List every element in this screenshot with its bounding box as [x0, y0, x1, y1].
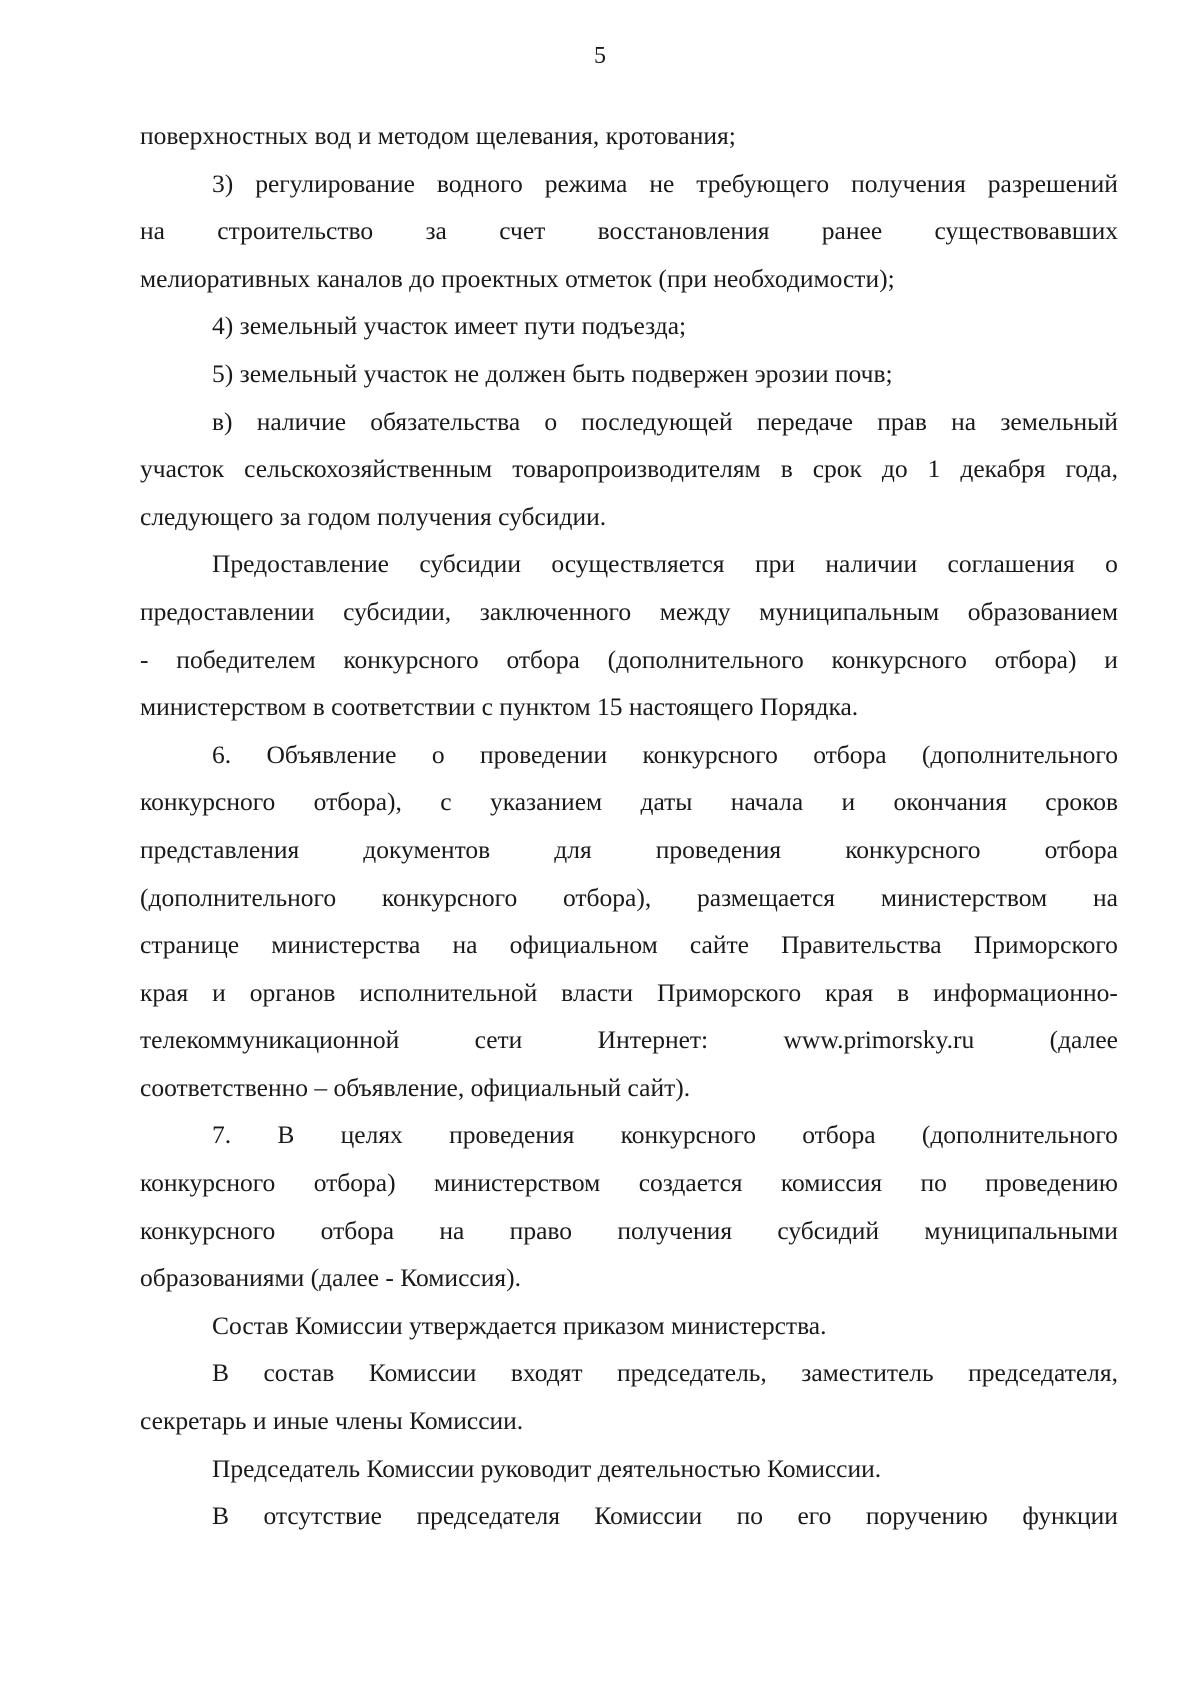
- word: земельный: [1000, 406, 1118, 436]
- word: его: [797, 1501, 832, 1531]
- word: отбора),: [313, 787, 402, 817]
- word: конкурсного: [831, 644, 967, 674]
- word: предоставлении: [140, 596, 315, 626]
- word: телекоммуникационной: [140, 1025, 400, 1055]
- word: председателя: [416, 1501, 560, 1531]
- word: Комиссии: [368, 1358, 477, 1388]
- word: наличии: [825, 549, 918, 579]
- word: окончания: [893, 787, 1007, 817]
- text-line: [140, 1111, 1118, 1159]
- text-line: [140, 874, 1118, 922]
- text-line: [140, 731, 1118, 779]
- word: заместитель: [801, 1358, 934, 1388]
- word: последующей: [581, 406, 733, 436]
- word: года,: [1065, 454, 1118, 484]
- word: министерством: [433, 1168, 601, 1198]
- word: официальном: [509, 930, 658, 960]
- text-line: следующего за годом получения субсидии.: [140, 501, 607, 531]
- text-line: Состав Комиссии утверждается приказом министерства.: [212, 1310, 827, 1340]
- word: сайте: [689, 930, 749, 960]
- word: отсутствие: [263, 1501, 382, 1531]
- document-body: [140, 112, 1118, 1540]
- word: о: [544, 406, 558, 436]
- text-line: 5) земельный участок не должен быть подвержен эрозии почв;: [212, 358, 893, 388]
- word: сети: [474, 1025, 523, 1055]
- word: отбора),: [563, 882, 652, 912]
- word: на: [951, 406, 977, 436]
- text-line: [140, 778, 1118, 826]
- word: конкурсного: [140, 1215, 276, 1245]
- word: (дополнительного: [921, 1120, 1118, 1150]
- word: субсидии: [419, 549, 521, 579]
- text-line: [140, 636, 1118, 684]
- word: соглашения: [947, 549, 1075, 579]
- word: конкурсного: [845, 834, 981, 864]
- word: конкурсного: [620, 1120, 756, 1150]
- word: комиссия: [780, 1168, 883, 1198]
- word: конкурсного: [381, 882, 518, 912]
- word: В: [212, 1501, 230, 1531]
- word: Приморского: [973, 930, 1118, 960]
- word: края: [825, 977, 874, 1007]
- word: на: [439, 1215, 465, 1245]
- word: отбора: [802, 1120, 876, 1150]
- word: отбора): [313, 1168, 396, 1198]
- text-line: соответственно – объявление, официальный сайт).: [140, 1072, 691, 1102]
- word: с: [440, 787, 452, 817]
- text-line: [140, 826, 1118, 874]
- word: Правительства: [781, 930, 942, 960]
- word: 7.: [212, 1120, 232, 1150]
- word: в: [780, 454, 793, 484]
- word: существовавших: [934, 216, 1118, 246]
- word: размещается: [697, 882, 836, 912]
- word: до: [881, 454, 908, 484]
- word: целях: [340, 1120, 403, 1150]
- text-line: [140, 398, 1118, 446]
- word: ранее: [821, 216, 883, 246]
- word: отбора: [320, 1215, 395, 1245]
- text-line: 4) земельный участок имеет пути подъезда;: [212, 311, 687, 341]
- text-line: [140, 540, 1118, 588]
- word: осуществляется: [551, 549, 725, 579]
- word: края: [140, 977, 189, 1007]
- word: по: [736, 1501, 763, 1531]
- word: проведения: [655, 834, 782, 864]
- word: (дополнительного: [607, 644, 804, 674]
- word: проведении: [479, 739, 608, 769]
- text-line: [140, 160, 1118, 208]
- word: -: [140, 644, 149, 674]
- word: не: [649, 168, 675, 198]
- text-line: [140, 1207, 1118, 1255]
- word: образованием: [967, 596, 1118, 626]
- word: создается: [638, 1168, 743, 1198]
- text-line: [140, 969, 1118, 1017]
- word: за: [425, 216, 447, 246]
- text-line: [140, 445, 1118, 493]
- word: конкурсного: [343, 644, 479, 674]
- word: сельскохозяйственным: [244, 454, 493, 484]
- word: власти: [561, 977, 634, 1007]
- word: на: [1092, 882, 1118, 912]
- text-line: поверхностных вод и методом щелевания, кротования;: [140, 121, 736, 150]
- word: В: [277, 1120, 295, 1150]
- text-line: [140, 1492, 1118, 1540]
- word: муниципальными: [924, 1215, 1118, 1245]
- text-line: секретарь и иные члены Комиссии.: [140, 1406, 524, 1436]
- word: и: [841, 787, 856, 817]
- word: требующего: [696, 168, 830, 198]
- word: восстановления: [597, 216, 770, 246]
- word: состав: [263, 1358, 335, 1388]
- word: победителем: [176, 644, 316, 674]
- word: регулирование: [255, 168, 415, 198]
- word: на: [140, 216, 165, 246]
- word: информационно-: [933, 977, 1118, 1007]
- word: товаропроизводителям: [512, 454, 761, 484]
- word: Приморского: [656, 977, 802, 1007]
- word: отбора: [506, 644, 580, 674]
- word: указанием: [489, 787, 603, 817]
- word: конкурсного: [642, 739, 778, 769]
- text-line: министерством в соответствии с пунктом 15 настоящего Порядка.: [140, 692, 859, 722]
- text-line: [140, 921, 1118, 969]
- word: 3): [212, 168, 234, 198]
- text-line: [140, 1349, 1118, 1397]
- text-line: образованиями (далее - Комиссия).: [140, 1263, 521, 1293]
- word: между: [659, 596, 731, 626]
- word: получения: [851, 168, 966, 198]
- word: проведению: [985, 1168, 1118, 1198]
- word: декабря: [960, 454, 1046, 484]
- text-line: [140, 1016, 1118, 1064]
- word: режима: [544, 168, 628, 198]
- word: функции: [1022, 1501, 1118, 1531]
- word: Объявление: [266, 739, 397, 769]
- word: председатель,: [617, 1358, 767, 1388]
- word: при: [754, 549, 795, 579]
- word: министерством: [880, 882, 1048, 912]
- word: прав: [877, 406, 927, 436]
- word: в): [212, 406, 233, 436]
- word: и: [1104, 644, 1118, 674]
- word: участок: [140, 454, 225, 484]
- word: Комиссии: [594, 1501, 703, 1531]
- word: заключенного: [479, 596, 632, 626]
- word: Предоставление: [212, 549, 389, 579]
- word: право: [509, 1215, 573, 1245]
- text-line: [140, 207, 1118, 255]
- word: поручению: [865, 1501, 988, 1531]
- word: органов: [249, 977, 336, 1007]
- word: муниципальным: [759, 596, 940, 626]
- word: получения: [617, 1215, 733, 1245]
- word: министерства: [271, 930, 421, 960]
- word: отбора): [994, 644, 1077, 674]
- word: счет: [499, 216, 546, 246]
- word: (дополнительного: [921, 739, 1118, 769]
- word: субсидий: [777, 1215, 880, 1245]
- word: о: [431, 739, 445, 769]
- word: строительство: [217, 216, 374, 246]
- word: странице: [140, 930, 240, 960]
- word: о: [1105, 549, 1118, 579]
- page-number: 5: [594, 43, 606, 69]
- word: отбора: [813, 739, 887, 769]
- text-line: мелиоративных каналов до проектных отметок (при необходимости);: [140, 263, 895, 293]
- word: отбора: [1044, 834, 1118, 864]
- word: www.primorsky.ru: [783, 1025, 975, 1055]
- word: (далее: [1049, 1025, 1118, 1055]
- word: в: [897, 977, 910, 1007]
- word: (дополнительного: [140, 882, 337, 912]
- word: 1: [927, 454, 941, 484]
- word: обязательства: [370, 406, 521, 436]
- word: проведения: [449, 1120, 575, 1150]
- text-line: Председатель Комиссии руководит деятельностью Комиссии.: [212, 1453, 882, 1483]
- word: 6.: [212, 739, 232, 769]
- word: председателя,: [968, 1358, 1118, 1388]
- word: разрешений: [987, 168, 1118, 198]
- word: Интернет:: [597, 1025, 709, 1055]
- word: передаче: [756, 406, 854, 436]
- word: по: [920, 1168, 947, 1198]
- word: документов: [363, 834, 491, 864]
- word: водного: [436, 168, 523, 198]
- word: срок: [812, 454, 862, 484]
- word: для: [554, 834, 592, 864]
- text-line: [140, 588, 1118, 636]
- word: и: [212, 977, 226, 1007]
- word: субсидии,: [343, 596, 452, 626]
- word: входят: [510, 1358, 583, 1388]
- word: на: [452, 930, 478, 960]
- word: конкурсного: [140, 1168, 276, 1198]
- word: начала: [730, 787, 804, 817]
- word: сроков: [1045, 787, 1118, 817]
- word: конкурсного: [140, 787, 276, 817]
- word: представления: [140, 834, 300, 864]
- word: исполнительной: [359, 977, 538, 1007]
- word: В: [212, 1358, 230, 1388]
- word: даты: [640, 787, 693, 817]
- text-line: [140, 1159, 1118, 1207]
- word: наличие: [256, 406, 347, 436]
